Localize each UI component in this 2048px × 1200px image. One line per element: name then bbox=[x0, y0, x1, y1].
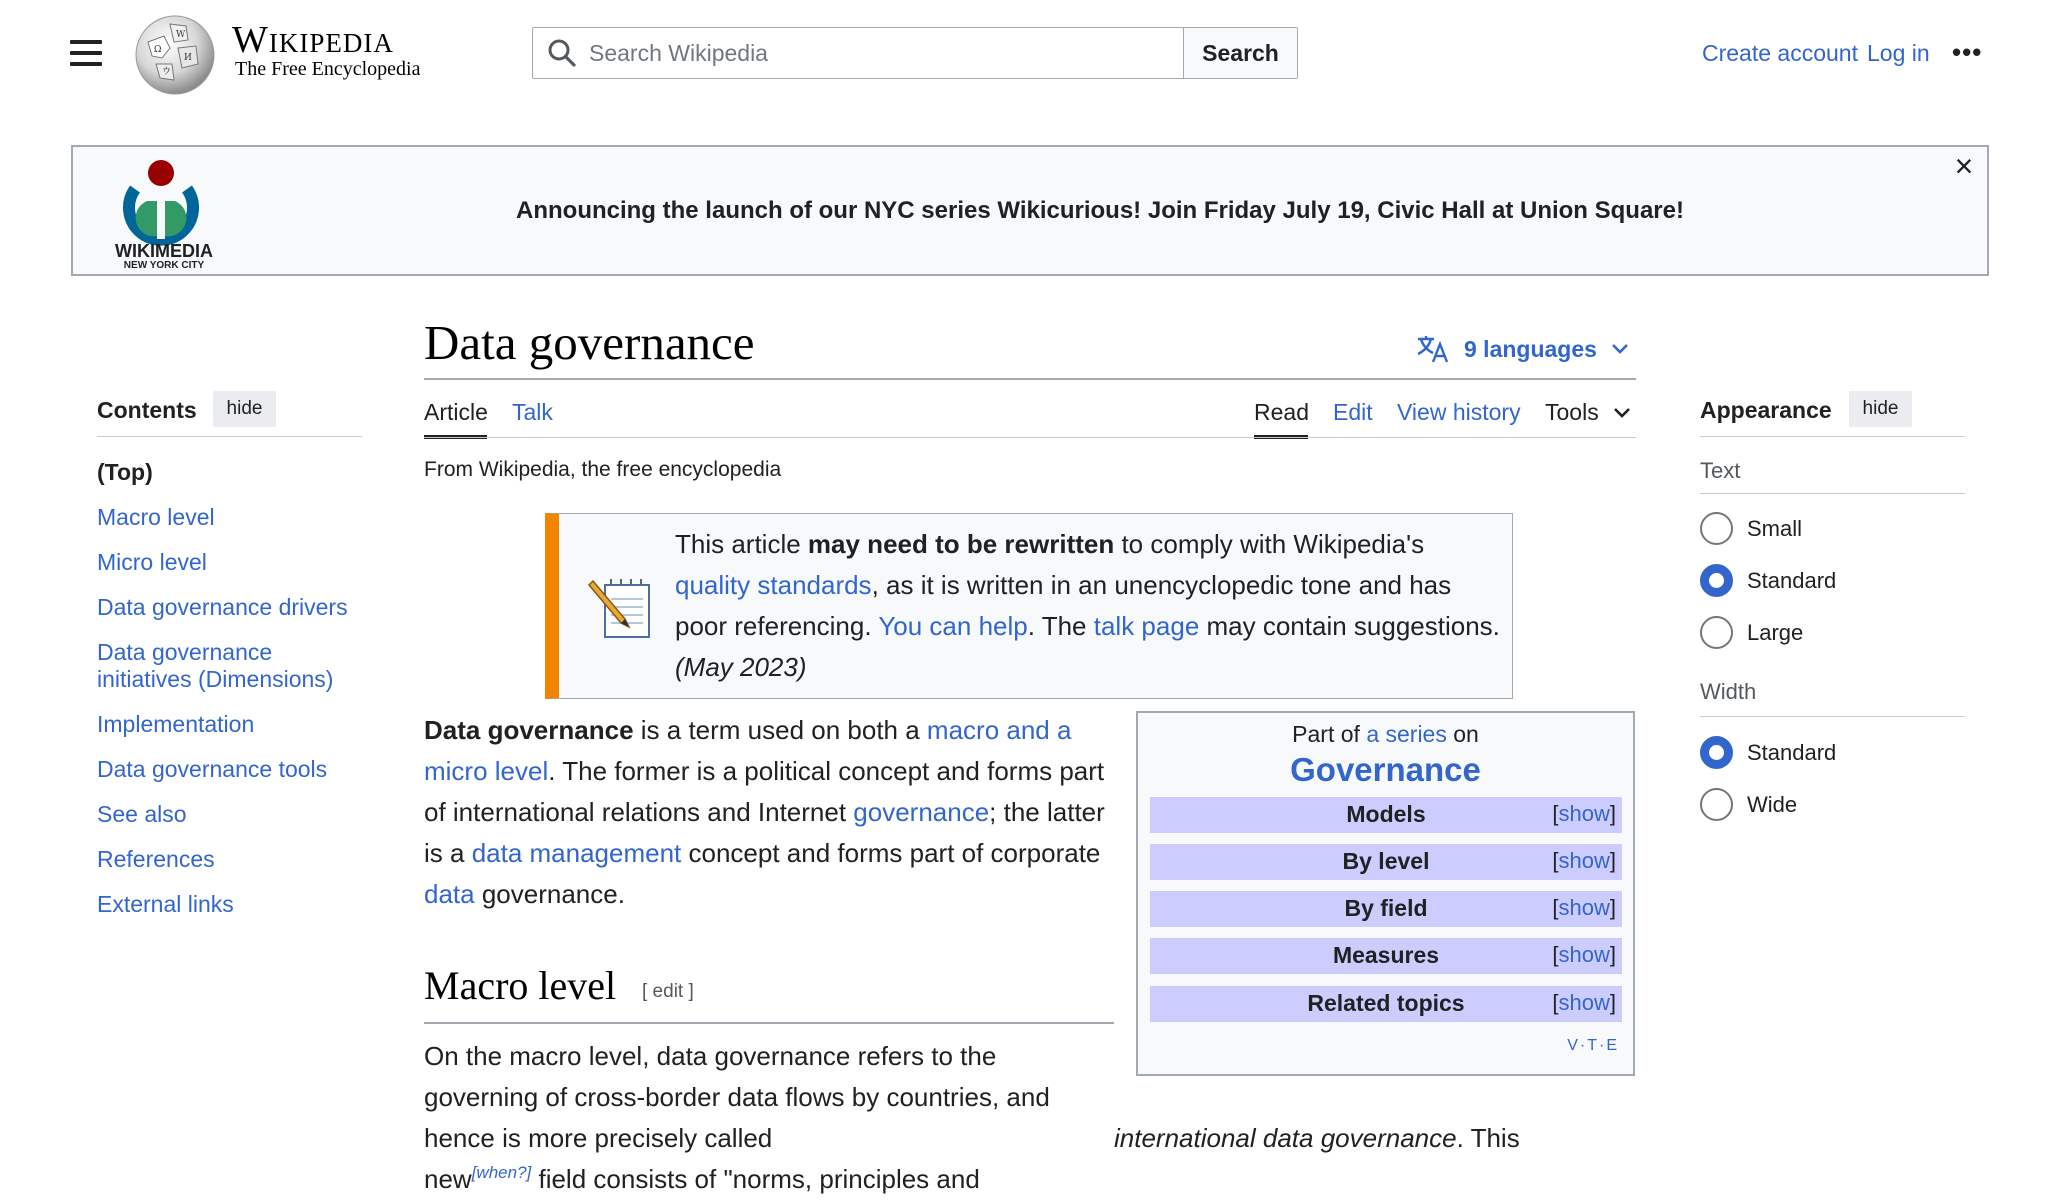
radio-circle bbox=[1700, 788, 1733, 821]
navbox-text: on bbox=[1446, 721, 1479, 747]
notice-text-part: . The bbox=[1027, 611, 1094, 641]
navbox-row-by-level bbox=[1150, 844, 1622, 880]
radio-label: Standard bbox=[1747, 567, 1837, 593]
show-link[interactable]: show bbox=[1558, 990, 1610, 1015]
navbox-show-toggle[interactable]: [show] bbox=[1552, 990, 1616, 1015]
divider bbox=[424, 1022, 1114, 1024]
create-account-link[interactable]: Create account bbox=[1702, 40, 1858, 66]
lead-text: governance. bbox=[474, 879, 625, 909]
navbox-show-toggle[interactable]: [show] bbox=[1552, 942, 1616, 967]
hamburger-line bbox=[70, 62, 102, 66]
navbox-show-toggle[interactable]: [show] bbox=[1552, 801, 1616, 826]
svg-text:ウ: ウ bbox=[162, 67, 172, 77]
tab-tools[interactable] bbox=[1545, 399, 1631, 426]
lead-text: . The former is a political concept and forms part of international relations and Internet bbox=[424, 756, 1105, 827]
navbox-row-by-field bbox=[1150, 891, 1622, 927]
notice-text bbox=[675, 524, 1505, 688]
show-link[interactable]: show bbox=[1558, 848, 1610, 873]
lead-bold-term: Data governance bbox=[424, 715, 634, 745]
navbox-vte-links[interactable]: V·T·E bbox=[1567, 1037, 1619, 1054]
toc-item-data-governance-drivers[interactable]: Data governance drivers bbox=[97, 594, 348, 620]
lead-text: ; the latter is a bbox=[424, 797, 1105, 868]
section-edit-link[interactable]: [ edit ] bbox=[642, 981, 694, 1002]
tab-talk[interactable]: Talk bbox=[512, 399, 553, 425]
lead-text: is a term used on both a bbox=[633, 715, 927, 745]
tab-edit[interactable]: Edit bbox=[1333, 399, 1373, 425]
width-label: Width bbox=[1700, 679, 1757, 704]
toc-item-data-governance-initiatives[interactable]: Data governance initiatives (Dimensions) bbox=[97, 639, 334, 692]
search-field[interactable] bbox=[533, 28, 1183, 78]
wikipedia-globe-logo[interactable] bbox=[134, 14, 216, 96]
appearance-hide-button[interactable]: hide bbox=[1849, 391, 1912, 427]
navbox-row-label: By level bbox=[1342, 848, 1430, 874]
tab-article[interactable]: Article bbox=[424, 399, 488, 425]
toc-item-top[interactable]: (Top) bbox=[97, 459, 153, 485]
text-size-label: Text bbox=[1700, 458, 1741, 483]
paragraph-text: . This new bbox=[424, 1123, 1520, 1194]
toc-item-data-governance-tools[interactable]: Data governance tools bbox=[97, 756, 328, 782]
radio-label: Small bbox=[1747, 515, 1803, 541]
banner-message: Announcing the launch of our NYC series Wikicurious! Join Friday July 19, Civic Hall at Union Square! bbox=[516, 197, 1684, 224]
show-link[interactable]: show bbox=[1558, 895, 1610, 920]
notice-text-part: may contain suggestions. bbox=[1199, 611, 1500, 641]
notice-text-part: to comply with Wikipedia's bbox=[1114, 529, 1425, 559]
languages-button[interactable] bbox=[1416, 334, 1629, 364]
data-management-link[interactable]: data management bbox=[471, 838, 682, 868]
navbox-text: Part of bbox=[1292, 721, 1367, 747]
divider bbox=[1700, 716, 1965, 717]
languages-label: 9 languages bbox=[1464, 335, 1597, 362]
governance-series-navbox bbox=[1136, 711, 1635, 1076]
appearance-heading: Appearance bbox=[1700, 397, 1832, 423]
toc-item-external-links[interactable]: External links bbox=[97, 891, 234, 917]
search-button[interactable]: Search bbox=[1183, 28, 1297, 78]
wikipedia-wordmark[interactable]: Wikipedia bbox=[232, 19, 394, 61]
talk-page-link[interactable]: talk page bbox=[1093, 611, 1200, 641]
radio-text-standard[interactable] bbox=[1700, 564, 1836, 597]
svg-text:И: И bbox=[184, 53, 192, 63]
quality-standards-link[interactable]: quality standards bbox=[675, 570, 872, 600]
divider bbox=[424, 437, 1636, 438]
notice-text-part: , as it is written in an unencyclopedic tone and has poor referencing. bbox=[675, 570, 1452, 641]
series-link[interactable]: a series bbox=[1366, 721, 1447, 747]
lead-paragraph bbox=[424, 710, 1114, 915]
navbox-row-label: Measures bbox=[1332, 942, 1440, 968]
divider bbox=[1700, 436, 1965, 437]
rewrite-notice-box bbox=[545, 513, 1513, 699]
radio-circle bbox=[1700, 512, 1733, 545]
macro-level-paragraph bbox=[424, 1036, 1624, 1200]
navbox-row-measures bbox=[1150, 938, 1622, 974]
contents-hide-button[interactable]: hide bbox=[213, 391, 276, 427]
radio-label: Wide bbox=[1747, 791, 1798, 817]
paragraph-italic: international data governance bbox=[1114, 1123, 1457, 1153]
radio-width-standard[interactable] bbox=[1700, 736, 1836, 769]
radio-circle bbox=[1700, 616, 1733, 649]
notepad-pencil-icon bbox=[591, 575, 653, 641]
search-form bbox=[532, 27, 1298, 79]
site-subtitle: From Wikipedia, the free encyclopedia bbox=[424, 458, 782, 481]
divider bbox=[97, 436, 362, 437]
navbox-row-related-topics bbox=[1150, 986, 1622, 1022]
navbox-title[interactable]: Governance bbox=[1290, 751, 1481, 788]
radio-circle-selected bbox=[1700, 736, 1733, 769]
svg-text:W: W bbox=[176, 30, 186, 40]
search-icon bbox=[547, 38, 577, 68]
navbox-row-label: Related topics bbox=[1307, 990, 1465, 1016]
wikimedia-logo-subtext: NEW YORK CITY bbox=[123, 260, 205, 271]
toc-item-implementation[interactable]: Implementation bbox=[97, 711, 255, 737]
notice-emphasis: may need to be rewritten bbox=[807, 529, 1115, 559]
tab-read[interactable]: Read bbox=[1254, 399, 1309, 425]
radio-width-wide[interactable] bbox=[1700, 788, 1797, 821]
governance-link[interactable]: governance bbox=[853, 797, 990, 827]
chevron-down-icon bbox=[1613, 407, 1631, 419]
paragraph-text: field consists of "norms, principles and bbox=[531, 1164, 980, 1194]
translate-icon bbox=[1416, 334, 1450, 364]
main-menu-button[interactable] bbox=[70, 40, 102, 66]
more-options-icon[interactable]: ••• bbox=[1952, 37, 1983, 67]
site-notice-banner bbox=[71, 145, 1989, 276]
hamburger-line bbox=[70, 40, 102, 44]
paragraph-text: On the macro level, data governance refers to the governing of cross-border data flows by countries, and hence is more precisely called bbox=[424, 1041, 1050, 1153]
navbox-show-toggle[interactable]: [show] bbox=[1552, 848, 1616, 873]
contents-heading: Contents bbox=[97, 397, 197, 423]
log-in-link[interactable]: Log in bbox=[1867, 40, 1930, 66]
toc-item-references[interactable]: References bbox=[97, 846, 215, 872]
radio-label: Standard bbox=[1747, 739, 1837, 765]
lead-text: concept and forms part of corporate bbox=[681, 838, 1101, 868]
navbox-row-label: Models bbox=[1346, 801, 1426, 827]
when-citation-needed-link[interactable]: [when?] bbox=[471, 1163, 532, 1182]
divider bbox=[424, 378, 1636, 380]
show-link[interactable]: show bbox=[1558, 942, 1610, 967]
macro-micro-level-link[interactable]: macro and a micro level bbox=[424, 715, 1072, 786]
divider bbox=[1700, 493, 1965, 494]
svg-text:Ω: Ω bbox=[154, 45, 162, 55]
radio-text-small[interactable] bbox=[1700, 512, 1802, 545]
hamburger-line bbox=[70, 51, 102, 55]
toc-item-see-also[interactable]: See also bbox=[97, 801, 187, 827]
notice-text-part: This article bbox=[675, 529, 808, 559]
close-icon[interactable]: × bbox=[1954, 148, 1974, 184]
show-link[interactable]: show bbox=[1558, 801, 1610, 826]
section-heading-macro-level: Macro level bbox=[424, 963, 617, 1008]
page-title: Data governance bbox=[424, 315, 755, 370]
navbox-row-models bbox=[1150, 797, 1622, 833]
wikipedia-tagline: The Free Encyclopedia bbox=[235, 58, 421, 80]
navbox-row-label: By field bbox=[1344, 895, 1428, 921]
navbox-part-of bbox=[1138, 721, 1633, 748]
tab-view-history[interactable]: View history bbox=[1397, 399, 1521, 425]
radio-text-large[interactable] bbox=[1700, 616, 1803, 649]
navbox-show-toggle[interactable]: [show] bbox=[1552, 895, 1616, 920]
tools-label: Tools bbox=[1545, 399, 1599, 425]
toc-item-macro-level[interactable]: Macro level bbox=[97, 504, 215, 530]
search-input[interactable] bbox=[589, 40, 1183, 67]
chevron-down-icon bbox=[1611, 343, 1629, 355]
you-can-help-link[interactable]: You can help bbox=[878, 611, 1028, 641]
data-link[interactable]: data bbox=[424, 879, 475, 909]
notice-date: (May 2023) bbox=[675, 652, 807, 682]
wikimedia-logo-text: WIKIMEDIA bbox=[115, 241, 213, 261]
radio-circle-selected bbox=[1700, 564, 1733, 597]
radio-label: Large bbox=[1747, 619, 1804, 645]
toc-item-micro-level[interactable]: Micro level bbox=[97, 549, 207, 575]
